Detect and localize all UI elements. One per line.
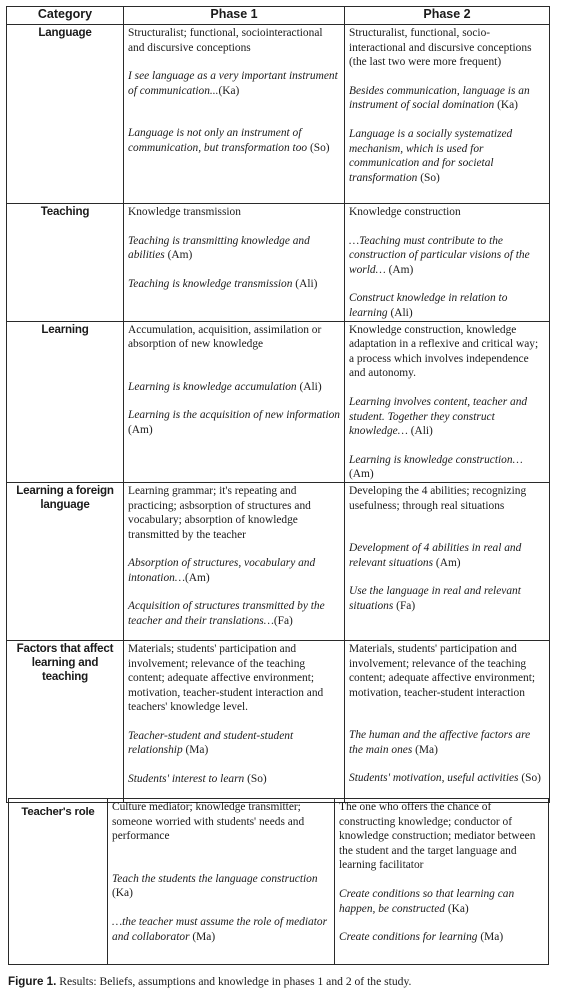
phase-2-quote: Learning involves content, teacher and student. Together they construct knowledge… (Ali) [349,395,528,438]
phase-1-quote: Teacher-student and student-student relationship (Ma) [128,729,294,757]
phase-1-quote: Teaching is transmitting knowledge and abilities (Am) [128,234,310,262]
table-row-teaching [7,204,550,322]
table-header-row [7,7,550,25]
phase-2-quote: Students' motivation, useful activities (So) [349,772,541,785]
phase-1-quote: Learning is the acquisition of new information (Am) [128,409,340,436]
phase-2-cell [345,204,550,322]
phase-2-quote: Learning is knowledge construction… (Am) [349,453,523,481]
table-row-learning [7,321,550,482]
phase-2-cell [345,482,550,640]
phase-2-quote: Language is a socially systematized mechanism, which is used for communication and for societal transformation (So) [349,127,513,184]
phase-2-summary: The one who offers the chance of constructing knowledge; conductor of knowledge construction; mediator between the student and the target language and learning facilitator [339,801,536,872]
phase-1-cell [124,204,345,322]
teacher-role-table [8,798,549,965]
phase-2-quote: The human and the affective factors are the main ones (Ma) [349,729,531,756]
phase-1-quote: Teaching is knowledge transmission (Ali) [128,277,318,290]
phase-1-summary: Accumulation, acquisition, assimilation or absorption of new knowledge [128,323,322,351]
phase-2-quote: Construct knowledge in relation to learning (Ali) [349,292,508,319]
category-cell: Language [7,25,124,204]
phase-2-summary: Materials, students' participation and involvement; relevance of the teaching content; adequate affective environment; motivation, teacher-student interaction [349,642,536,699]
phase-2-cell [345,321,550,482]
phase-2-summary: Knowledge construction [349,206,461,218]
caption-label: Figure 1. [8,975,57,988]
phase-1-quote: …the teacher must assume the role of mediator and collaborator (Ma) [112,915,328,943]
header-phase-2: Phase 2 [345,7,550,25]
caption-text: Results: Beliefs, assumptions and knowledge in phases 1 and 2 of the study. [56,975,412,988]
phase-2-summary: Knowledge construction, knowledge adaptation in a reflexive and critical way; a process which involves independence and autonomy. [349,323,539,380]
figure-caption [8,975,411,988]
phase-2-cell [345,25,550,204]
phase-1-summary: Culture mediator; knowledge transmitter; someone worried with students' needs and performance [112,801,305,843]
phase-1-quote: Learning is knowledge accumulation (Ali) [128,380,322,393]
table-row-foreign-language [7,482,550,640]
phase-1-summary: Knowledge transmission [128,206,241,218]
category-cell: Teacher's role [9,799,108,965]
category-cell: Learning a foreign language [7,482,124,640]
phase-2-summary: Developing the 4 abilities; recognizing usefulness; through real situations [349,484,527,512]
header-category: Category [7,7,124,25]
phase-1-cell [124,25,345,204]
phase-1-quote: Language is not only an instrument of communication, but transformation too (So) [128,127,330,154]
header-phase-1: Phase 1 [124,7,345,25]
category-cell: Factors that affect learning and teaching [7,640,124,802]
phase-2-cell [345,640,550,802]
phase-2-quote: Create conditions so that learning can happen, be constructed (Ka) [339,887,515,915]
table-row-teacher-role [9,799,549,965]
phase-1-quote: Students' interest to learn (So) [128,773,267,786]
phase-1-cell [124,321,345,482]
phase-2-quote: Besides communication, language is an instrument of social domination (Ka) [349,84,530,112]
category-cell: Learning [7,321,124,482]
table-row-language [7,25,550,204]
phase-1-cell [124,640,345,802]
phase-2-quote: Use the language in real and relevant situations (Fa) [349,585,521,612]
phase-2-quote: Create conditions for learning (Ma) [339,931,504,944]
phase-2-cell [335,799,549,965]
results-table [6,6,550,803]
phase-1-summary: Structuralist; functional, sociointeractional and discursive conceptions [128,27,323,54]
phase-1-summary: Materials; students' participation and involvement; relevance of the teaching content; adequate affective environment; motivation, teacher-student interaction and teachers' knowledge level. [128,642,324,714]
phase-2-summary: Structuralist, functional, socio-interactional and discursive conceptions (the last two were more frequent) [349,27,532,69]
phase-2-quote: …Teaching must contribute to the construction of particular visions of the world… (Am) [349,234,530,276]
phase-1-cell [108,799,335,965]
category-cell: Teaching [7,204,124,322]
phase-1-quote: Teach the students the language construction (Ka) [112,872,318,900]
phase-1-summary: Learning grammar; it's repeating and practicing; asbsorption of structures and vocabulary; absorption of knowledge transmitted by the teacher [128,484,311,541]
phase-1-quote: Acquisition of structures transmitted by the teacher and their translations…(Fa) [128,600,325,628]
phase-2-quote: Development of 4 abilities in real and relevant situations (Am) [349,542,522,569]
phase-1-quote: I see language as a very important instrument of communication...(Ka) [128,70,338,97]
table-row-factors [7,640,550,802]
phase-1-quote: Absorption of structures, vocabulary and intonation…(Am) [128,557,316,584]
phase-1-cell [124,482,345,640]
